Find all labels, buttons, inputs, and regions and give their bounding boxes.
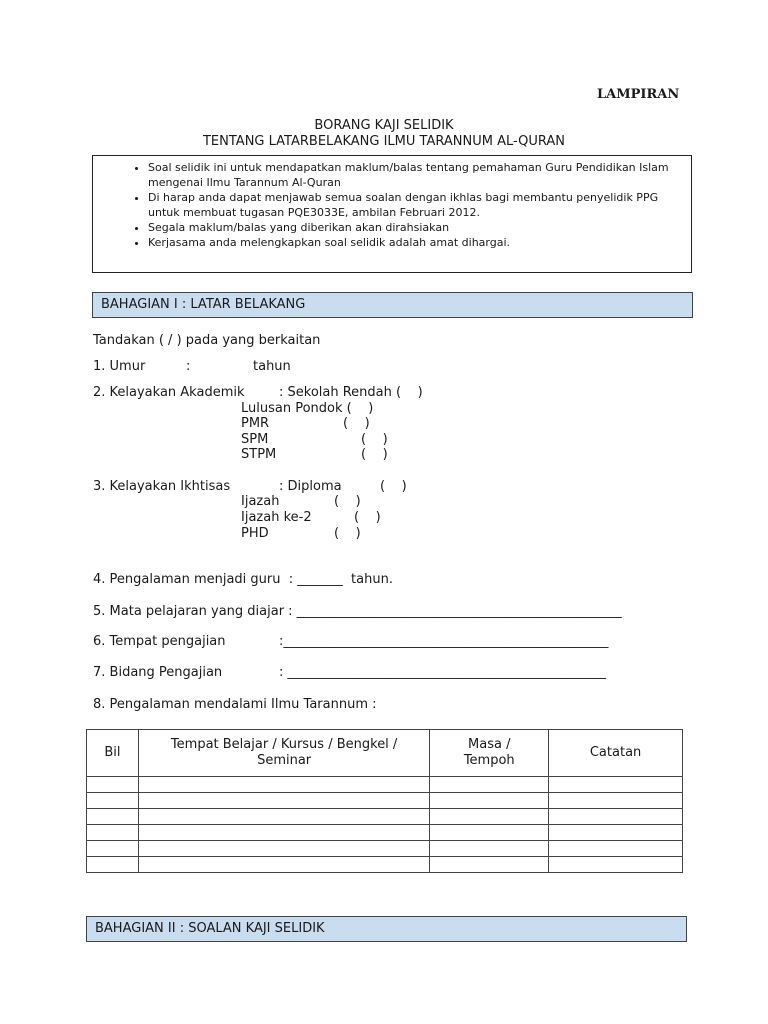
- section-1-header: BAHAGIAN I : LATAR BELAKANG: [92, 292, 693, 318]
- q2-option: STPM: [241, 447, 277, 462]
- q1-label: 1. Umur: [93, 359, 146, 374]
- q2-checkbox[interactable]: ( ): [361, 432, 388, 447]
- q3-checkbox[interactable]: ( ): [380, 479, 407, 494]
- q4-teaching-experience[interactable]: 4. Pengalaman menjadi guru : _______ tahun.: [93, 572, 393, 587]
- q3-option: : Diploma: [279, 479, 342, 494]
- note-item: • Soal selidik ini untuk mendapatkan maklum/balas tentang pemahaman Guru Pendidikan Islam mengenai Ilmu Tarannum Al-Quran: [148, 160, 683, 190]
- q3-label: 3. Kelayakan Ikhtisas: [93, 479, 231, 494]
- table-row[interactable]: [87, 825, 683, 841]
- table-row[interactable]: [87, 857, 683, 873]
- q2-label: 2. Kelayakan Akademik: [93, 385, 245, 400]
- q3-option: Ijazah ke-2: [241, 510, 312, 525]
- q7-label: 7. Bidang Pengajian: [93, 665, 223, 680]
- q6-label: 6. Tempat pengajian: [93, 634, 226, 649]
- table-row[interactable]: [87, 809, 683, 825]
- q2-option[interactable]: : Sekolah Rendah ( ): [279, 385, 423, 400]
- q3-checkbox[interactable]: ( ): [354, 510, 381, 525]
- q1-colon: :: [186, 359, 191, 374]
- table-header-row: [87, 730, 683, 777]
- q3-option: Ijazah: [241, 494, 280, 509]
- lampiran-label: LAMPIRAN: [597, 87, 680, 102]
- header-catatan: Catatan: [549, 730, 683, 777]
- q8-label: 8. Pengalaman mendalami Ilmu Tarannum :: [93, 697, 377, 712]
- note-item: • Di harap anda dapat menjawab semua soalan dengan ikhlas bagi membantu penyelidik PPG untuk membuat tugasan PQE3033E, ambilan Februari 2012.: [148, 190, 683, 220]
- q3-checkbox[interactable]: ( ): [334, 526, 361, 541]
- section-2-header: BAHAGIAN II : SOALAN KAJI SELIDIK: [86, 916, 687, 942]
- form-subtitle: TENTANG LATARBELAKANG ILMU TARANNUM AL-QURAN: [202, 134, 566, 149]
- header-masa: Masa / Tempoh: [430, 730, 549, 777]
- instruction-text: Tandakan ( / ) pada yang berkaitan: [93, 333, 321, 348]
- table-row[interactable]: [87, 841, 683, 857]
- q2-checkbox[interactable]: ( ): [361, 447, 388, 462]
- q3-checkbox[interactable]: ( ): [334, 494, 361, 509]
- q2-option[interactable]: Lulusan Pondok ( ): [241, 401, 374, 416]
- q7-answer-line[interactable]: : _________________________________________________: [279, 665, 607, 680]
- header-bil: Bil: [87, 730, 139, 777]
- q2-option: SPM: [241, 432, 269, 447]
- q2-option: PMR: [241, 416, 270, 431]
- table-row[interactable]: [87, 777, 683, 793]
- note-item: • Segala maklum/balas yang diberikan akan dirahsiakan: [148, 220, 683, 235]
- experience-table: [86, 729, 683, 873]
- q5-subject-taught[interactable]: 5. Mata pelajaran yang diajar : __________________________________________________: [93, 604, 622, 619]
- q2-checkbox[interactable]: ( ): [343, 416, 370, 431]
- form-title: BORANG KAJI SELIDIK: [314, 118, 454, 133]
- table-row[interactable]: [87, 793, 683, 809]
- instructions-box: [92, 155, 692, 273]
- q6-answer-line[interactable]: :__________________________________________________: [279, 634, 609, 649]
- q1-unit: tahun: [253, 359, 291, 374]
- note-item: • Kerjasama anda melengkapkan soal selidik adalah amat dihargai.: [148, 235, 683, 250]
- header-tempat: Tempat Belajar / Kursus / Bengkel / Seminar: [138, 730, 429, 777]
- q3-option: PHD: [241, 526, 269, 541]
